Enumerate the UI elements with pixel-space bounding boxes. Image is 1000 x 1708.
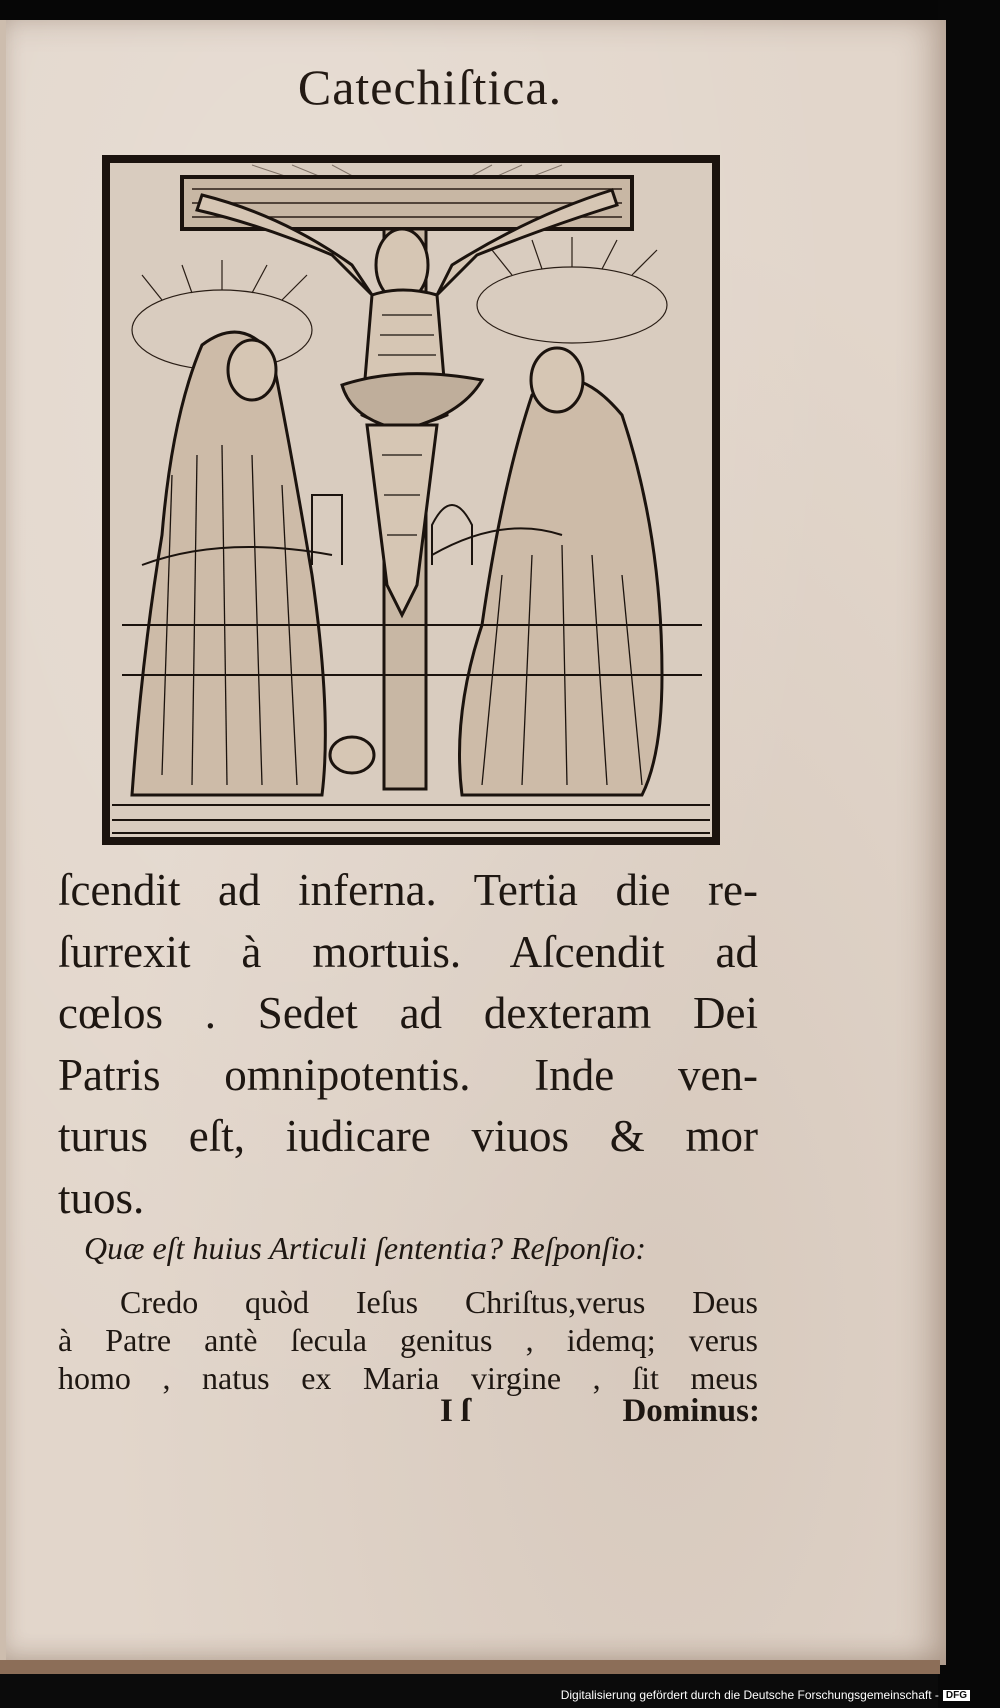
- dfg-logo: DFG: [943, 1690, 970, 1701]
- scan-background-right: [938, 0, 1000, 1708]
- answer-text: [58, 1283, 758, 1397]
- scan-background-top: [0, 0, 1000, 22]
- signature-mark: I ſ: [440, 1393, 471, 1429]
- question-heading: Quæ eſt huius Articuli ſententia? Reſponſio:: [84, 1230, 647, 1266]
- body-line: tuos.: [58, 1172, 145, 1223]
- woodcut-illustration: [102, 155, 720, 845]
- creed-text: [58, 860, 758, 1229]
- body-line: ſurrexit à mortuis. Aſcendit ad: [58, 926, 758, 977]
- running-header: Catechiſtica.: [297, 59, 563, 115]
- catchword: Dominus:: [622, 1393, 760, 1429]
- page-footer: [440, 1393, 760, 1430]
- answer-line: Credo quòd Ieſus Chriſtus,verus Deus: [120, 1284, 758, 1320]
- answer-line: à Patre antè ſecula genitus , idemq; verus: [58, 1322, 758, 1358]
- answer-line: homo , natus ex Maria virgine , ſit meus: [58, 1360, 758, 1396]
- digitization-credit-text: Digitalisierung gefördert durch die Deutsche Forschungsgemeinschaft -: [560, 1688, 939, 1702]
- crucifixion-woodcut-image: [102, 155, 720, 845]
- page-bottom-edge: [0, 1660, 940, 1674]
- body-line: cœlos . Sedet ad dexteram Dei: [58, 988, 758, 1038]
- body-line: ſcendit ad inferna. Tertia die re-: [58, 865, 758, 915]
- body-line: Patris omnipotentis. Inde ven-: [58, 1049, 758, 1100]
- body-line: turus eſt, iudicare viuos & mor: [58, 1111, 758, 1161]
- skull: [330, 737, 374, 773]
- digitization-credit: [561, 1688, 970, 1702]
